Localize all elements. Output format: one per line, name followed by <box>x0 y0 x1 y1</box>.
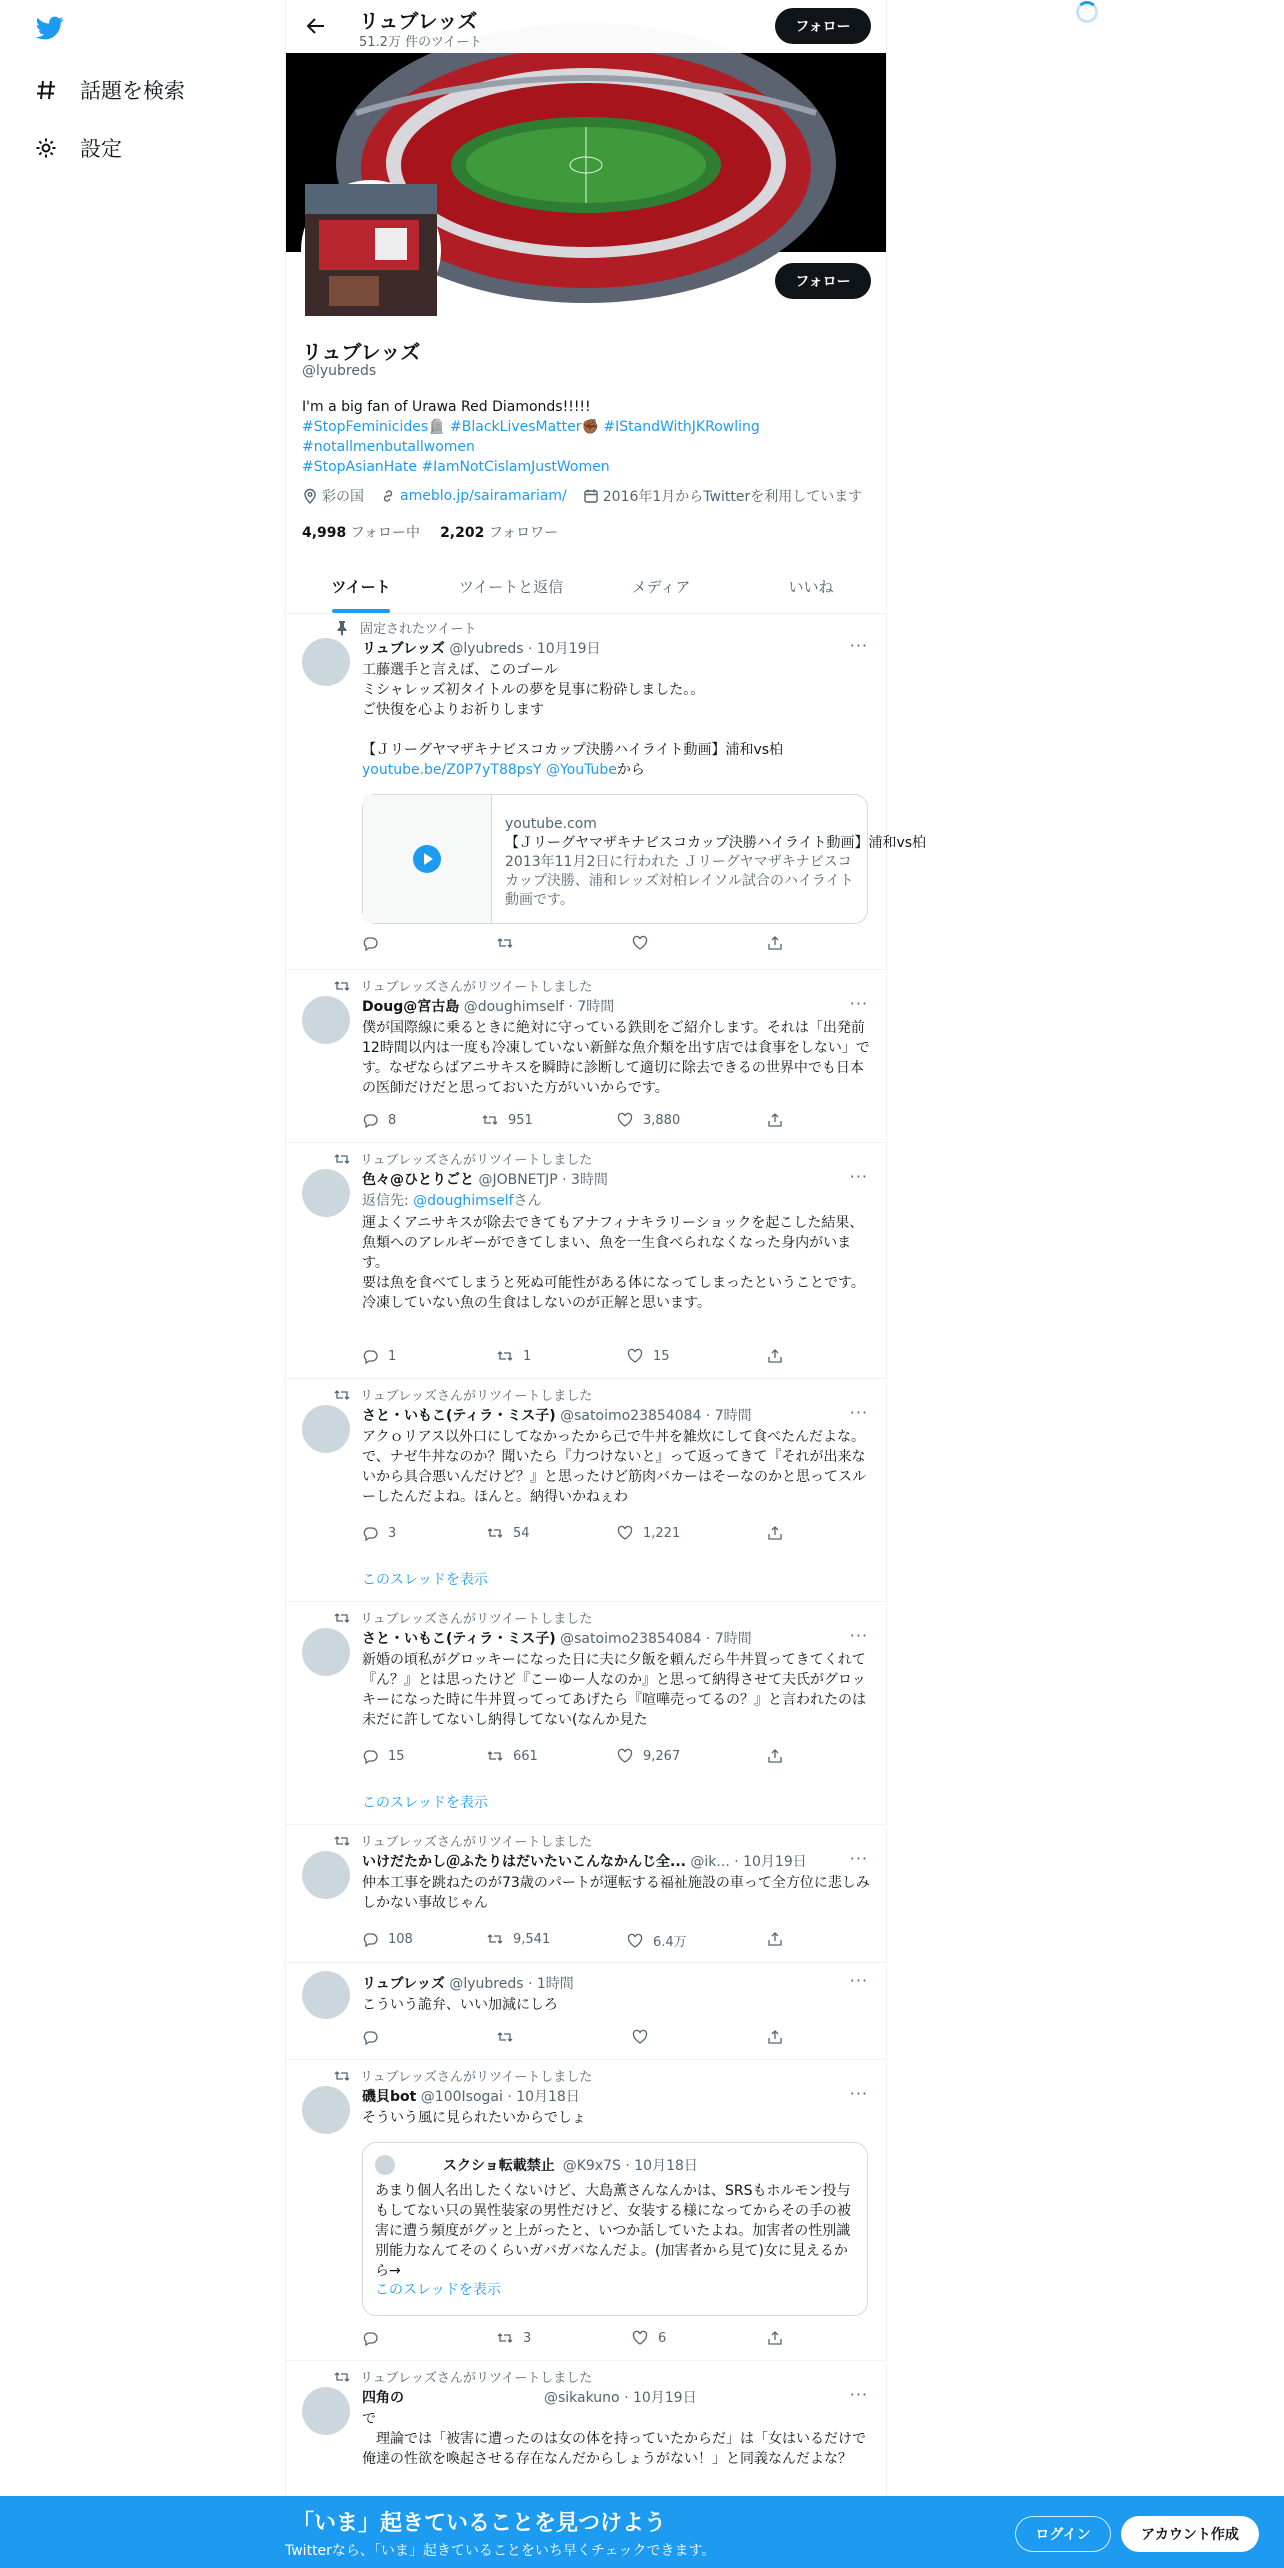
card-description: 2013年11月2日に行われた Ｊリーグヤマザキナビスコカップ決勝、浦和レッズ対柏レイソル試合のハイライト動画です。 <box>505 854 854 908</box>
reply-icon <box>362 1112 378 1128</box>
like-count: 3,880 <box>643 1112 681 1128</box>
followers-count: 2,202 <box>440 525 485 541</box>
twitter-logo-icon[interactable] <box>34 14 66 42</box>
share-button[interactable] <box>767 1348 783 1364</box>
author-handle: @doughimself · 7時間 <box>463 999 615 1015</box>
like-count: 9,267 <box>643 1748 681 1764</box>
tweet-header <box>362 1169 832 1189</box>
reply-to-link[interactable]: @doughimself <box>413 1193 514 1209</box>
tweet-actions <box>362 1748 792 1768</box>
reply-button[interactable] <box>362 1112 396 1128</box>
heart-icon <box>617 1748 633 1764</box>
share-button[interactable] <box>767 935 783 951</box>
card-thumbnail <box>363 795 492 923</box>
reply-count: 15 <box>388 1748 405 1764</box>
bio-hashtags-1 <box>302 417 862 437</box>
heart-icon <box>632 2029 648 2045</box>
avatar-photo <box>305 184 437 316</box>
joined-text: 2016年1月からTwitterを利用しています <box>602 489 863 505</box>
retweet-label: リュブレッズさんがリツイートしました <box>360 980 593 995</box>
pinned-label: 固定されたツイート <box>360 622 477 637</box>
hashtag-link[interactable]: #BlackLivesMatter <box>450 419 582 435</box>
tweet-text: アクｏリアス以外口にしてなかったから己で牛丼を雑炊にして食べたんだよな。で、ナゼ牛丼なのか？聞いたら『力つけないと』って返ってきて『それが出来ないから具合悪いんだけど？』と思ったけど筋肉バカーはそーなのかと思ってスルーしたんだよね。ほんと。納得いかねぇわ <box>362 1429 866 1505</box>
card-text <box>505 815 927 908</box>
nav-settings[interactable] <box>34 133 122 163</box>
share-icon <box>767 2029 783 2045</box>
banner-subtitle: Twitterなら、「いま」起きていることをいち早くチェックできます。 <box>285 2543 716 2559</box>
retweet-icon <box>334 1387 350 1403</box>
like-count: 6.4万 <box>653 1935 687 1950</box>
profile-joined <box>583 486 862 506</box>
retweet-context <box>334 1831 592 1850</box>
more-options-icon[interactable]: ··· <box>849 1626 868 1645</box>
retweet-context <box>334 1608 592 1627</box>
retweet-icon <box>334 1833 350 1849</box>
reply-button[interactable] <box>362 2029 378 2045</box>
retweet-icon <box>482 1112 498 1128</box>
retweet-icon <box>497 2029 513 2045</box>
quoted-author-name: スクショ転載禁止 <box>443 2158 555 2174</box>
retweet-icon <box>497 2330 513 2346</box>
like-count: 1,221 <box>643 1525 681 1541</box>
tweet-header <box>362 996 832 1016</box>
show-thread-link[interactable]: このスレッドを表示 <box>362 1795 488 1811</box>
play-icon <box>413 845 441 873</box>
retweet-label: リュブレッズさんがリツイートしました <box>360 1612 593 1627</box>
quoted-show-thread-link[interactable]: このスレッドを表示 <box>375 2282 501 2298</box>
tweet-text: そういう風に見られたいからでしょ <box>362 2110 586 2126</box>
following-link[interactable] <box>302 522 420 542</box>
retweet-icon <box>487 1931 503 1947</box>
banner-title: 「いま」起きていることを見つけよう <box>292 2511 667 2536</box>
avatar[interactable] <box>302 1405 350 1453</box>
more-options-icon[interactable]: ··· <box>849 1403 868 1422</box>
profile-tabs <box>286 560 886 614</box>
reply-icon <box>362 1931 378 1947</box>
tweet-retweeted[interactable] <box>286 1602 886 1825</box>
quoted-avatar <box>375 2155 395 2175</box>
share-icon <box>767 1348 783 1364</box>
retweet-label: リュブレッズさんがリツイートしました <box>360 2371 593 2386</box>
share-button[interactable] <box>767 1931 783 1947</box>
quoted-tweet-text: あまり個人名出したくないけど、大島薫さんなんかは、SRSもホルモン投与もしてない只の異性装家の男性だけど、女装する様になってからその手の被害に遭う頻度がグッと上がったと、いつか話していたよね。加害者の性別識別能力なんてそのくらいガバガバなんだよ。(加害者から見て)女に見えるから→ <box>375 2183 851 2279</box>
avatar[interactable] <box>302 1628 350 1676</box>
share-icon <box>767 935 783 951</box>
profile-name: リュブレッズ <box>302 340 421 364</box>
tweet-links <box>362 760 870 780</box>
retweet-icon <box>334 1151 350 1167</box>
reply-button[interactable] <box>362 935 378 951</box>
tweet-actions <box>362 1348 792 1368</box>
share-icon <box>767 1931 783 1947</box>
emoji-icon: ✊🏾 <box>581 419 599 435</box>
nav-explore[interactable] <box>34 75 185 105</box>
following-label: フォロー中 <box>350 525 421 541</box>
tweet-text: こういう詭弁、いい加減にしろ <box>362 1997 558 2013</box>
retweet-icon <box>497 935 513 951</box>
retweet-label: リュブレッズさんがリツイートしました <box>360 2070 593 2085</box>
reply-prefix: 返信先: <box>362 1193 414 1209</box>
profile-follow-button[interactable]: フォロー <box>775 263 871 299</box>
retweet-count: 9,541 <box>513 1931 551 1947</box>
show-thread-link[interactable]: このスレッドを表示 <box>362 1572 488 1588</box>
retweet-context <box>334 2066 592 2085</box>
heart-icon <box>627 1933 643 1949</box>
like-button[interactable] <box>617 1112 680 1128</box>
hashtag-link[interactable]: #notallmenbutallwomen <box>302 439 475 455</box>
share-icon <box>767 1748 783 1764</box>
retweet-icon <box>334 2369 350 2385</box>
bio-line: I'm a big fan of Urawa Red Diamonds!!!!! <box>302 399 591 415</box>
header-follow-button[interactable]: フォロー <box>775 8 871 44</box>
hashtag-link[interactable]: #IStandWithJKRowling <box>603 419 760 435</box>
more-options-icon[interactable]: ··· <box>849 2385 868 2404</box>
share-button[interactable] <box>767 2330 783 2346</box>
tweet-header <box>362 2387 832 2407</box>
header-tweet-count: 51.2万 件のツイート <box>359 35 483 50</box>
author-handle: @satoimo23854084 · 7時間 <box>560 1631 752 1647</box>
reply-count: 108 <box>388 1931 413 1947</box>
author-handle: @ik... · 10月19日 <box>690 1854 807 1870</box>
reply-count: 8 <box>388 1112 397 1128</box>
share-button[interactable] <box>767 2029 783 2045</box>
like-button[interactable] <box>617 1525 680 1541</box>
like-count: 6 <box>658 2330 667 2346</box>
nav-explore-label: 話題を検索 <box>80 79 185 103</box>
share-icon <box>767 1112 783 1128</box>
retweet-button[interactable] <box>482 1112 533 1128</box>
card-domain: youtube.com <box>505 816 597 832</box>
back-arrow-icon[interactable] <box>304 14 328 38</box>
retweet-icon <box>497 1348 513 1364</box>
tab-media[interactable]: メディア <box>631 578 691 596</box>
author-handle: @lyubreds · 1時間 <box>449 1976 574 1992</box>
tweet-retweeted[interactable] <box>286 2361 886 2501</box>
tab-likes[interactable]: いいね <box>788 578 834 596</box>
nav-settings-label: 設定 <box>80 137 122 161</box>
share-button[interactable] <box>767 1525 783 1541</box>
heart-icon <box>627 1348 643 1364</box>
retweet-context <box>334 976 592 995</box>
followers-label: フォロワー <box>488 525 559 541</box>
retweet-count: 661 <box>513 1748 538 1764</box>
like-button[interactable] <box>632 2029 648 2045</box>
heart-icon <box>632 935 648 951</box>
pin-icon <box>334 620 350 636</box>
tweet-actions <box>362 2330 792 2350</box>
share-icon <box>767 2330 783 2346</box>
gear-icon <box>34 136 58 160</box>
avatar[interactable] <box>302 1971 350 2019</box>
author-name[interactable]: リュブレッズ <box>362 641 445 657</box>
profile-counts <box>302 522 558 542</box>
tweet-text: 僕が国際線に乗るときに絶対に守っている鉄則をご紹介します。それは「出発前12時間以内は一度も冷凍していない新鮮な魚介類を出す店では食事をしない」です。なぜならばアニサキスを瞬時に診断して適切に除去できるの世界中でも日本の医師だけだと思っておいた方がいいからです。 <box>362 1020 870 1096</box>
more-options-icon[interactable]: ··· <box>849 1167 868 1186</box>
author-handle: @JOBNETJP · 3時間 <box>478 1172 608 1188</box>
tweet-text: 運よくアニサキスが除去できてもアナフィナキラリーショックを起こした結果、魚類へのアレルギーができてしまい、魚を一生食べられなくなった身内がいます。 要は魚を食べてしまうと死ぬ可能性がある体になってしまったということです。 冷凍していない魚の生食はしないのが正解と思います。 <box>362 1215 865 1311</box>
retweet-button[interactable] <box>487 1525 530 1541</box>
tweet-text: 新婚の頃私がグロッキーになった日に夫に夕飯を頼んだら牛丼買ってきてくれて『ん？』とは思ったけど『こーゆー人なのか』と思って納得させて夫氏がグロッキーになった時に牛丼買ってってあげたら『喧嘩売ってるの？』と言われたのは未だに許してないし納得してない(なんか見た <box>362 1652 866 1728</box>
loading-spinner-icon <box>1076 1 1098 23</box>
reply-icon <box>362 1348 378 1364</box>
retweet-icon <box>334 1610 350 1626</box>
heart-icon <box>617 1112 633 1128</box>
more-options-icon[interactable]: ··· <box>849 1971 868 1990</box>
tweet-actions <box>362 1931 792 1951</box>
avatar[interactable] <box>302 638 350 686</box>
emoji-icon: 🪦 <box>428 419 446 435</box>
reply-button[interactable] <box>362 1525 396 1541</box>
tweet-text: 仲本工事を跳ねたのが73歳のパートが運転する福祉施設の車って全方位に悲しみしかない事故じゃん <box>362 1875 870 1911</box>
reply-button[interactable] <box>362 1348 396 1364</box>
followers-link[interactable] <box>440 522 558 542</box>
retweet-button[interactable] <box>487 1748 538 1764</box>
share-button[interactable] <box>767 1112 783 1128</box>
avatar[interactable] <box>302 1169 350 1217</box>
more-options-icon[interactable]: ··· <box>849 1849 868 1868</box>
retweet-icon <box>487 1748 503 1764</box>
author-name[interactable]: さと・いもこ(ティラ・ミス子) <box>362 1631 556 1647</box>
tweet-actions <box>362 1525 792 1545</box>
profile-website <box>380 488 567 504</box>
retweet-count: 3 <box>523 2330 532 2346</box>
reply-icon <box>362 935 378 951</box>
header-title: リュブレッズ <box>359 9 478 33</box>
quoted-author-handle: @K9x7S · 10月18日 <box>562 2158 698 2174</box>
tweet-header <box>362 1973 832 1993</box>
link-suffix: から <box>616 762 645 778</box>
retweet-count: 1 <box>523 1348 532 1364</box>
author-name[interactable]: Doug@宮古島 <box>362 999 460 1015</box>
retweet-button[interactable] <box>497 1348 531 1364</box>
like-button[interactable] <box>632 2330 666 2346</box>
profile-header-bar <box>286 0 886 53</box>
more-options-icon[interactable]: ··· <box>849 2084 868 2103</box>
retweet-button[interactable] <box>487 1931 550 1947</box>
profile-column <box>285 0 927 2568</box>
reply-button[interactable] <box>362 1748 405 1764</box>
retweet-count: 54 <box>513 1525 530 1541</box>
reply-count: 3 <box>388 1525 397 1541</box>
quoted-tweet[interactable] <box>362 2142 868 2316</box>
share-icon <box>767 1525 783 1541</box>
author-handle: @lyubreds · 10月19日 <box>449 641 601 657</box>
reply-icon <box>362 2029 378 2045</box>
quoted-tweet-header <box>375 2155 698 2175</box>
avatar[interactable] <box>302 2086 350 2134</box>
signup-button[interactable]: アカウント作成 <box>1121 2516 1259 2552</box>
location-pin-icon <box>302 488 318 504</box>
reply-icon <box>362 1525 378 1541</box>
tweet-pinned[interactable] <box>286 614 927 970</box>
profile-bio <box>302 397 862 477</box>
tweet-retweeted-quote[interactable] <box>286 2060 886 2361</box>
tweet-own[interactable] <box>286 1963 886 2060</box>
retweet-label: リュブレッズさんがリツイートしました <box>360 1153 593 1168</box>
author-handle: @satoimo23854084 · 7時間 <box>560 1408 752 1424</box>
like-button[interactable] <box>632 935 648 951</box>
author-name[interactable]: リュブレッズ <box>362 1976 445 1992</box>
tweet-header <box>362 1405 832 1425</box>
author-name[interactable]: 磯貝bot <box>362 2089 417 2105</box>
tweet-retweeted[interactable] <box>286 970 886 1143</box>
retweet-label: リュブレッズさんがリツイートしました <box>360 1389 593 1404</box>
like-button[interactable] <box>627 1931 687 1950</box>
author-handle: @sikakuno · 10月19日 <box>544 2390 697 2406</box>
hashtag-icon <box>34 78 58 102</box>
retweet-icon <box>487 1525 503 1541</box>
more-options-icon[interactable]: ··· <box>849 994 868 1013</box>
card-title: 【Ｊリーグヤマザキナビスコカップ決勝ハイライト動画】浦和vs柏 <box>505 835 927 851</box>
tweet-header <box>362 638 832 658</box>
heart-icon <box>617 1525 633 1541</box>
location-text: 彩の国 <box>322 489 364 505</box>
calendar-icon <box>583 488 599 504</box>
login-button[interactable]: ログイン <box>1015 2516 1111 2552</box>
retweet-context <box>334 1385 592 1404</box>
retweet-context <box>334 2367 592 2386</box>
like-button[interactable] <box>627 1348 670 1364</box>
tweet-text: で 理論では「被害に遭ったのは女の体を持っていたからだ」は「女はいるだけで俺達の性欲を喚起させる存在なんだからしょうがない！」と同義なんだよな？ <box>362 2411 866 2467</box>
author-name[interactable]: いけだたかし＠ふたりはだいたいこんなかんじ全... <box>362 1854 686 1870</box>
reply-to-line <box>362 1191 870 1211</box>
tweet-header <box>362 2086 832 2106</box>
tab-tweets-replies[interactable]: ツイートと返信 <box>458 578 564 596</box>
reply-icon <box>362 2330 378 2346</box>
tweet-header <box>362 1851 832 1871</box>
reply-button[interactable] <box>362 1931 413 1947</box>
tweet-retweeted[interactable] <box>286 1379 886 1602</box>
reply-count: 1 <box>388 1348 397 1364</box>
pinned-context <box>334 618 476 637</box>
like-count: 15 <box>653 1348 670 1364</box>
like-button[interactable] <box>617 1748 680 1764</box>
retweet-context <box>334 1149 592 1168</box>
retweet-count: 951 <box>508 1112 533 1128</box>
profile-avatar[interactable] <box>301 180 441 320</box>
avatar[interactable] <box>302 996 350 1044</box>
retweet-icon <box>334 978 350 994</box>
hashtag-link[interactable]: #IamNotCislamJustWomen <box>421 459 610 475</box>
link-card[interactable] <box>362 794 927 924</box>
author-name[interactable]: 色々@ひとりごと <box>362 1172 474 1188</box>
profile-location <box>302 486 364 506</box>
tweet-retweeted[interactable] <box>286 1825 886 1963</box>
tweet-actions <box>362 1112 792 1132</box>
tweet-text: 工藤選手と言えば、このゴール ミシャレッズ初タイトルの夢を見事に粉砕しました。。 ご快復を心よりお祈りします 【Ｊリーグヤマザキナビスコカップ決勝ハイライト動画】浦和vs柏 <box>362 662 784 758</box>
retweet-button[interactable] <box>497 935 513 951</box>
profile-handle: @lyubreds <box>302 363 377 379</box>
tweet-actions <box>362 2029 792 2049</box>
retweet-icon <box>334 2068 350 2084</box>
hashtag-link[interactable]: #StopAsianHate <box>302 459 417 475</box>
author-handle: @100Isogai · 10月18日 <box>420 2089 580 2105</box>
author-name[interactable]: さと・いもこ(ティラ・ミス子) <box>362 1408 556 1424</box>
retweet-button[interactable] <box>497 2029 513 2045</box>
tweet-retweeted[interactable] <box>286 1143 886 1379</box>
tweet-url-link[interactable]: youtube.be/Z0P7yT88psY <box>362 762 542 778</box>
following-count: 4,998 <box>302 525 347 541</box>
link-icon <box>380 488 396 504</box>
reply-suffix: さん <box>513 1193 542 1209</box>
tab-tweets[interactable]: ツイート <box>286 560 436 613</box>
avatar[interactable] <box>302 1851 350 1899</box>
signup-banner <box>0 2496 1284 2568</box>
website-link[interactable]: ameblo.jp/sairamariam/ <box>400 488 567 504</box>
mention-link[interactable]: @YouTube <box>545 762 617 778</box>
heart-icon <box>632 2330 648 2346</box>
retweet-label: リュブレッズさんがリツイートしました <box>360 1835 593 1850</box>
avatar[interactable] <box>302 2387 350 2435</box>
more-options-icon[interactable]: ··· <box>849 636 868 655</box>
reply-icon <box>362 1748 378 1764</box>
tweet-actions <box>362 935 792 955</box>
share-button[interactable] <box>767 1748 783 1764</box>
profile-meta <box>302 486 862 506</box>
hashtag-link[interactable]: #StopFeminicides <box>302 419 429 435</box>
author-name[interactable]: 四角の <box>362 2390 404 2406</box>
retweet-button[interactable] <box>497 2330 531 2346</box>
reply-button[interactable] <box>362 2330 378 2346</box>
tweet-header <box>362 1628 832 1648</box>
